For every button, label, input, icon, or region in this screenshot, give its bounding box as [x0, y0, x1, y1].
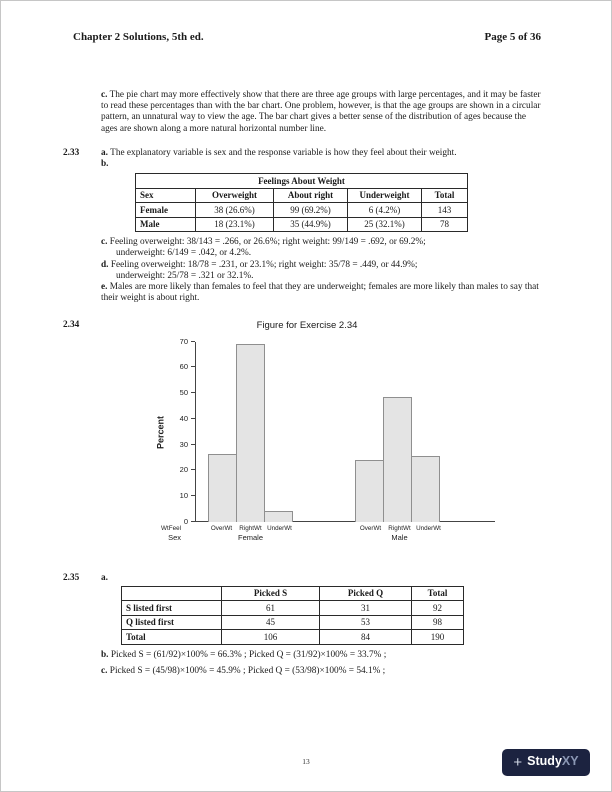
table-title-row [136, 174, 468, 189]
table-row [122, 630, 464, 645]
solution-text: Feeling overweight: 38/143 = .266, or 26.6%; right weight: 99/149 = .692, or 69.2%; [109, 237, 426, 248]
row-header: Q listed first [122, 615, 222, 630]
column-header: Total [412, 586, 464, 601]
page-header [73, 31, 541, 44]
column-header: Overweight [196, 188, 274, 203]
y-tick-label: 70 [179, 336, 188, 346]
table-cell: 99 (69.2%) [274, 203, 348, 218]
table-cell: 143 [422, 203, 468, 218]
table-cell: 18 (23.1%) [196, 217, 274, 232]
column-header: Sex [136, 188, 196, 203]
column-header [122, 586, 222, 601]
logo-text-secondary: XY [561, 754, 579, 769]
column-header: Picked S [222, 586, 320, 601]
x-category-label: OverWt [210, 524, 233, 532]
table-row [122, 615, 464, 630]
header-title: Chapter 2 Solutions, 5th ed. [73, 31, 204, 43]
row-header: S listed first [122, 601, 222, 616]
solution-text: Picked S = (61/92)×100% = 66.3% ; Picked Q = (31/92)×100% = 33.7% ; [110, 649, 387, 660]
item-label: b. [101, 159, 109, 170]
table-title: Feelings About Weight [136, 174, 468, 189]
x-category-label: UnderWt [267, 524, 292, 532]
item-label: c. [101, 90, 108, 100]
item-label: c. [101, 237, 108, 248]
solution-line [101, 282, 541, 304]
column-header: Picked Q [320, 586, 412, 601]
header-page-indicator: Page 5 of 36 [484, 31, 541, 43]
item-label: a. [101, 147, 108, 158]
table-cell: 190 [412, 630, 464, 645]
exercise-2-34 [63, 320, 561, 542]
x-category-label: RightWt [239, 524, 262, 532]
plus-icon: + [513, 754, 523, 771]
table-cell: 78 [422, 217, 468, 232]
table-cell: 6 (4.2%) [348, 203, 422, 218]
logo-text [527, 756, 578, 768]
table-cell: 35 (44.9%) [274, 217, 348, 232]
picked-letters-table [121, 586, 464, 645]
table-header-row [136, 188, 468, 203]
item-label: c. [101, 666, 108, 677]
solution-line [101, 260, 541, 271]
y-tick-label: 40 [179, 413, 188, 423]
x-label-group-female [207, 524, 294, 543]
exercise-2-35 [63, 573, 561, 678]
paragraph-text: The pie chart may more effectively show that there are three age groups with large percentages, and it may be faster to read these percentages than with the bar chart. One problem, however, is that the age groups are shown in a circular pattern, an unnatural way to view the age. The bar chart gives a better sense of the distribution of ages because the ages are shown along a more natural horizontal number line. [101, 90, 541, 134]
item-label: a. [101, 572, 108, 583]
table-cell: 45 [222, 615, 320, 630]
table-cell: 92 [412, 601, 464, 616]
column-header: Underweight [348, 188, 422, 203]
feelings-about-weight-table [135, 173, 468, 232]
solution-text: The explanatory variable is sex and the response variable is how they feel about their weight. [110, 147, 457, 158]
x-category-label: RightWt [388, 524, 411, 532]
table-cell: 84 [320, 630, 412, 645]
table-cell: 53 [320, 615, 412, 630]
axis-row-names [153, 522, 195, 543]
paragraph-intro-c [101, 90, 541, 135]
bar-chart-figure [153, 336, 541, 543]
solution-line [101, 573, 541, 584]
x-category-label: UnderWt [416, 524, 441, 532]
solution-line [101, 159, 541, 170]
table-cell: 98 [412, 615, 464, 630]
y-tick-label: 60 [179, 362, 188, 372]
axis-row-name-wtfeel: WtFeel [161, 524, 181, 532]
row-header: Male [136, 217, 196, 232]
exercise-2-33 [63, 148, 561, 305]
y-axis [169, 336, 195, 526]
exercise-number: 2.35 [63, 572, 80, 583]
logo-text-primary: Study [527, 754, 562, 769]
solution-line: underweight: 6/149 = .042, or 4.2%. [116, 248, 252, 259]
x-group-label: Male [391, 532, 408, 542]
table-cell: 31 [320, 601, 412, 616]
solution-line [101, 650, 541, 661]
table-row [122, 601, 464, 616]
bar-male-underwt [411, 456, 440, 522]
y-tick-label: 10 [179, 490, 188, 500]
y-tick-label: 30 [179, 439, 188, 449]
x-label-group-male [356, 524, 443, 543]
axis-row-name-sex: Sex [168, 532, 181, 542]
table-cell: 106 [222, 630, 320, 645]
y-axis-label: Percent [155, 415, 166, 449]
x-axis-labels [195, 522, 495, 543]
exercise-number: 2.33 [63, 147, 80, 158]
bar-male-rightwt [383, 397, 412, 522]
x-category-label: OverWt [359, 524, 382, 532]
solution-text: Males are more likely than females to feel that they are underweight; females are more likely than males to say that their weight is about right. [101, 282, 539, 304]
table-row [136, 203, 468, 218]
item-label: e. [101, 282, 108, 293]
y-tick-label: 50 [179, 388, 188, 398]
y-tick-label: 20 [179, 465, 188, 475]
bar-female-underwt [264, 511, 293, 522]
bar-group-male [355, 397, 440, 522]
bar-female-rightwt [236, 344, 265, 522]
exercise-number: 2.34 [63, 320, 80, 331]
solution-text: Feeling overweight: 18/78 = .231, or 23.1%; right weight: 35/78 = .449, or 44.9%; [110, 259, 418, 270]
y-tick-label: 0 [183, 516, 188, 526]
x-group-label: Female [237, 532, 263, 542]
table-header-row [122, 586, 464, 601]
item-label: b. [101, 649, 109, 660]
row-header: Total [122, 630, 222, 645]
bar-female-overwt [208, 454, 237, 522]
table-cell: 25 (32.1%) [348, 217, 422, 232]
solution-line: underweight: 25/78 = .321 or 32.1%. [116, 270, 254, 281]
solution-line [101, 237, 541, 248]
item-label: d. [101, 259, 109, 270]
figure-title: Figure for Exercise 2.34 [256, 320, 358, 332]
column-header: Total [422, 188, 468, 203]
row-header: Female [136, 203, 196, 218]
solution-line [101, 148, 541, 159]
bar-group-female [208, 344, 293, 522]
footer-page-number: 13 [302, 756, 310, 766]
column-header: About right [274, 188, 348, 203]
bar-male-overwt [355, 460, 384, 522]
solution-text: Picked S = (45/98)×100% = 45.9% ; Picked Q = (53/98)×100% = 54.1% ; [109, 666, 386, 677]
table-cell: 38 (26.6%) [196, 203, 274, 218]
table-cell: 61 [222, 601, 320, 616]
plot-area [195, 342, 495, 522]
studyxy-logo [502, 749, 590, 776]
solution-line [101, 666, 541, 677]
table-row [136, 217, 468, 232]
